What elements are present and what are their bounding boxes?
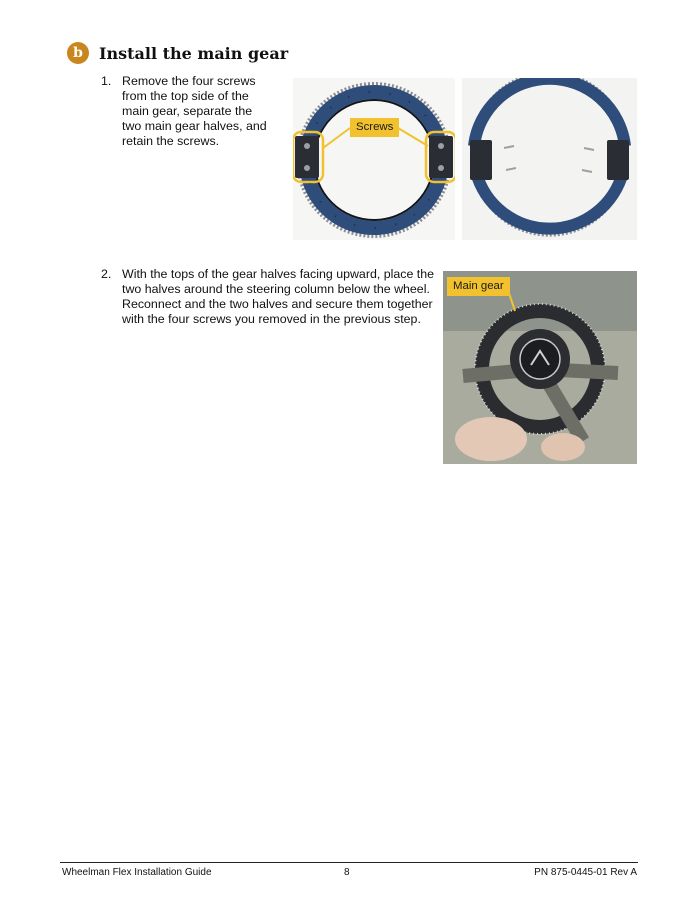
footer-document-title: Wheelman Flex Installation Guide <box>62 867 212 878</box>
step-number: 1. <box>101 74 112 88</box>
gear-assembled-photo <box>293 78 455 240</box>
gear-installed-photo <box>443 271 637 464</box>
footer-page-number: 8 <box>344 867 350 878</box>
gear-separated-photo <box>462 78 637 240</box>
screws-callout: Screws <box>350 118 399 137</box>
section-badge: b <box>67 42 89 64</box>
footer-divider <box>60 862 638 863</box>
main-gear-callout: Main gear <box>447 277 510 296</box>
section-title: Install the main gear <box>99 43 289 63</box>
footer-part-number: PN 875-0445-01 Rev A <box>534 867 637 878</box>
step-text: Remove the four screws from the top side of the main gear, separate the two main gear halves, and retain the screws. <box>122 74 267 148</box>
step-number: 2. <box>101 267 112 281</box>
step-text: With the tops of the gear halves facing upward, place the two halves around the steering column below the wheel. Reconnect and the two halves and secure them together with the four screws you removed in the previous step. <box>122 267 435 326</box>
section-header <box>67 42 288 64</box>
